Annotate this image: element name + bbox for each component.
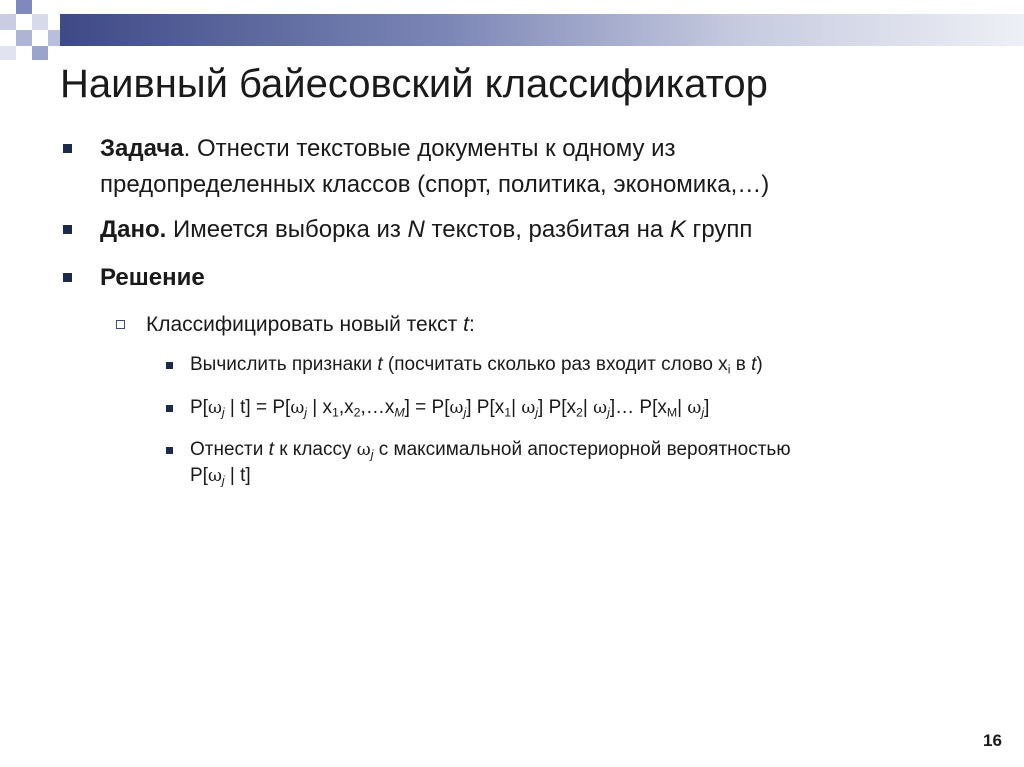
sub-2: 2 (576, 405, 583, 420)
classify-text: Классифицировать новый текст (146, 313, 464, 336)
decor-square (32, 14, 48, 30)
step1-text: ) (756, 354, 763, 375)
classify-var-t: t (463, 313, 469, 336)
formula-part: | (582, 397, 594, 418)
step-assign-class (190, 437, 930, 489)
sub-m: M (666, 405, 678, 420)
sub-j: j (701, 405, 705, 420)
formula-part: ] P[x (466, 397, 505, 418)
decor-square (32, 46, 48, 60)
given-var-k: K (669, 216, 686, 243)
formula-part: | x (307, 397, 333, 418)
formula-part: ] P[x (538, 397, 577, 418)
sub-bullet-classify (146, 310, 475, 340)
formula-part: | (511, 397, 522, 418)
sub-2: 2 (353, 405, 361, 420)
decor-square (16, 30, 32, 46)
step3-text: P[ (190, 465, 208, 486)
given-text: групп (685, 216, 753, 243)
formula-part: ,…x (360, 397, 395, 418)
decor-square (0, 46, 16, 60)
bullet-task (100, 131, 900, 203)
task-text-line1: . Отнести текстовые документы к одному из (183, 135, 676, 162)
sub-1: 1 (332, 405, 339, 420)
step3-text: | t] (224, 465, 251, 486)
header-gradient-bar (60, 14, 1024, 46)
step3-text: к классу (273, 439, 357, 460)
bullet-given (100, 212, 900, 248)
hollow-square-bullet-icon (116, 320, 125, 329)
formula-part: | t] = P[ (224, 397, 291, 418)
step1-var-t: t (377, 354, 383, 375)
given-var-n: N (407, 216, 425, 243)
step1-text: (посчитать сколько раз входит слово x (382, 354, 728, 375)
omega-symbol: ω (521, 398, 536, 418)
sub-j: j (304, 405, 308, 420)
slide-title: Наивный байесовский классификатор (60, 62, 768, 106)
omega-symbol: ω (449, 398, 464, 418)
bullet-solution (100, 260, 900, 296)
given-text: Имеется выборка из (166, 216, 408, 243)
formula-part: ] (704, 397, 710, 418)
omega-symbol: ω (207, 398, 222, 418)
sub-1: 1 (504, 405, 512, 420)
formula-part: P[ (190, 397, 208, 418)
step3-var-t: t (268, 439, 274, 460)
omega-symbol: ω (687, 398, 702, 418)
decor-square (0, 14, 16, 30)
sub-j: j (607, 405, 610, 420)
step-compute-features (190, 352, 930, 378)
formula-part: ,x (338, 397, 354, 418)
decor-square (16, 0, 32, 14)
sub-j: j (535, 405, 539, 420)
square-bullet-icon (63, 144, 72, 153)
step3-text: с максимальной апостериорной вероятностью (373, 439, 791, 460)
square-bullet-icon (166, 447, 173, 454)
omega-symbol: ω (356, 440, 371, 460)
decor-square (48, 30, 60, 46)
square-bullet-icon (63, 273, 72, 282)
solution-label: Решение (100, 264, 205, 291)
sub-j: j (221, 473, 225, 488)
sub-j: j (370, 447, 374, 462)
omega-symbol: ω (207, 466, 222, 486)
formula-part: ] = P[ (404, 397, 450, 418)
step1-text: в (730, 354, 752, 375)
step-bayes-formula (190, 395, 930, 421)
given-label: Дано. (100, 216, 167, 243)
omega-symbol: ω (290, 398, 305, 418)
square-bullet-icon (166, 405, 173, 412)
classify-colon: : (468, 313, 475, 336)
step1-text: Вычислить признаки (190, 354, 378, 375)
sub-j: j (221, 405, 225, 420)
task-text-line2: предопределенных классов (спорт, политика, экономика,…) (100, 171, 770, 198)
task-label: Задача (100, 135, 184, 162)
page-number: 16 (983, 731, 1002, 750)
given-text: текстов, разбитая на (424, 216, 670, 243)
step3-text: Отнести (190, 439, 269, 460)
square-bullet-icon (166, 362, 173, 369)
sub-m: M (394, 405, 405, 420)
formula-part: ]… P[x (609, 397, 667, 418)
sub-j: j (463, 405, 467, 420)
step1-sub-i: i (727, 362, 731, 377)
omega-symbol: ω (593, 398, 608, 418)
square-bullet-icon (63, 225, 72, 234)
step1-var-t: t (751, 354, 757, 375)
formula-part: | (677, 397, 688, 418)
